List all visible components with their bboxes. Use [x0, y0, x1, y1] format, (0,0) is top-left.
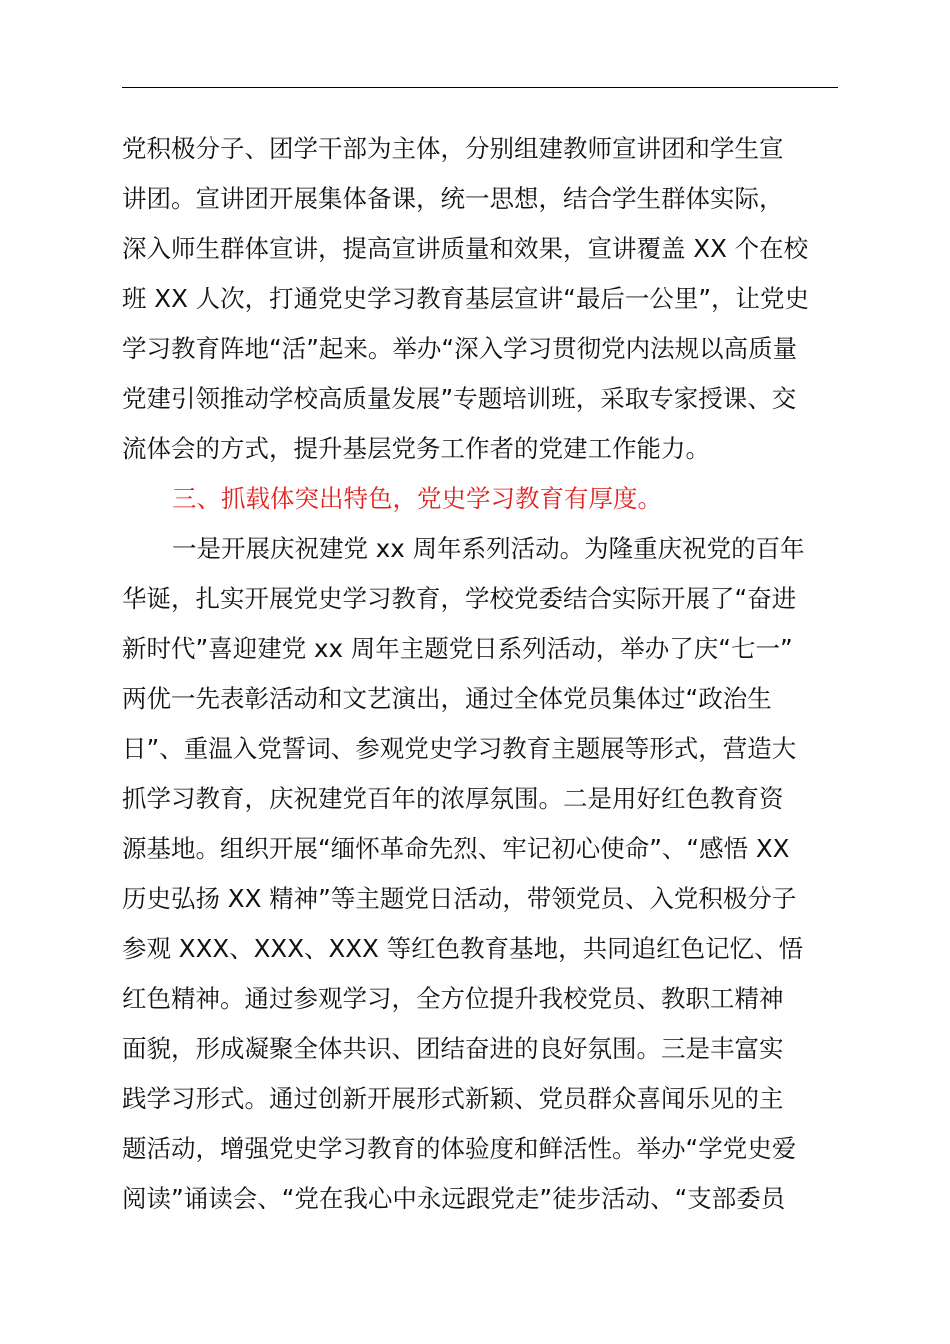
text-line-13: 日”、重温入党誓词、参观党史学习教育主题展等形式，营造大	[122, 734, 797, 763]
text-line-18: 红色精神。通过参观学习，全方位提升我校党员、教职工精神	[122, 984, 784, 1013]
text-line-19: 面貌，形成凝聚全体共识、团结奋进的良好氛围。三是丰富实	[122, 1034, 784, 1063]
text-line-17: 参观 XXX、XXX、XXX 等红色教育基地，共同追红色记忆、悟	[122, 934, 804, 963]
text-line-12: 两优一先表彰活动和文艺演出，通过全体党员集体过“政治生	[122, 684, 772, 713]
text-line-20: 践学习形式。通过创新开展形式新颖、党员群众喜闻乐见的主	[122, 1084, 784, 1113]
text-line-9: 一是开展庆祝建党 xx 周年系列活动。为隆重庆祝党的百年	[172, 534, 805, 563]
text-line-1: 党积极分子、团学干部为主体，分别组建教师宣讲团和学生宣	[122, 134, 784, 163]
text-line-2: 讲团。宣讲团开展集体备课，统一思想，结合学生群体实际，	[122, 184, 784, 213]
text-line-4: 班 XX 人次，打通党史学习教育基层宣讲“最后一公里”，让党史	[122, 284, 810, 313]
text-line-21: 题活动，增强党史学习教育的体验度和鲜活性。举办“学党史爱	[122, 1134, 797, 1163]
text-line-10: 华诞，扎实开展党史学习教育，学校党委结合实际开展了“奋进	[122, 584, 797, 613]
text-line-14: 抓学习教育，庆祝建党百年的浓厚氛围。二是用好红色教育资	[122, 784, 784, 813]
text-line-22: 阅读”诵读会、“党在我心中永远跟党走”徒步活动、“支部委员	[122, 1184, 786, 1213]
text-line-6: 党建引领推动学校高质量发展”专题培训班，采取专家授课、交	[122, 384, 797, 413]
section-heading: 三、抓载体突出特色，党史学习教育有厚度。	[172, 484, 662, 513]
text-line-3: 深入师生群体宣讲，提高宣讲质量和效果，宣讲覆盖 XX 个在校	[122, 234, 809, 263]
body-text	[122, 124, 842, 1224]
text-line-15: 源基地。组织开展“缅怀革命先烈、牢记初心使命”、“感悟 XX	[122, 834, 790, 863]
text-line-11: 新时代”喜迎建党 xx 周年主题党日系列活动，举办了庆“七一”	[122, 634, 793, 663]
text-line-16: 历史弘扬 XX 精神”等主题党日活动，带领党员、入党积极分子	[122, 884, 797, 913]
text-line-5: 学习教育阵地“活”起来。举办“深入学习贯彻党内法规以高质量	[122, 334, 798, 363]
header-rule	[122, 87, 838, 88]
text-line-7: 流体会的方式，提升基层党务工作者的党建工作能力。	[122, 434, 710, 463]
